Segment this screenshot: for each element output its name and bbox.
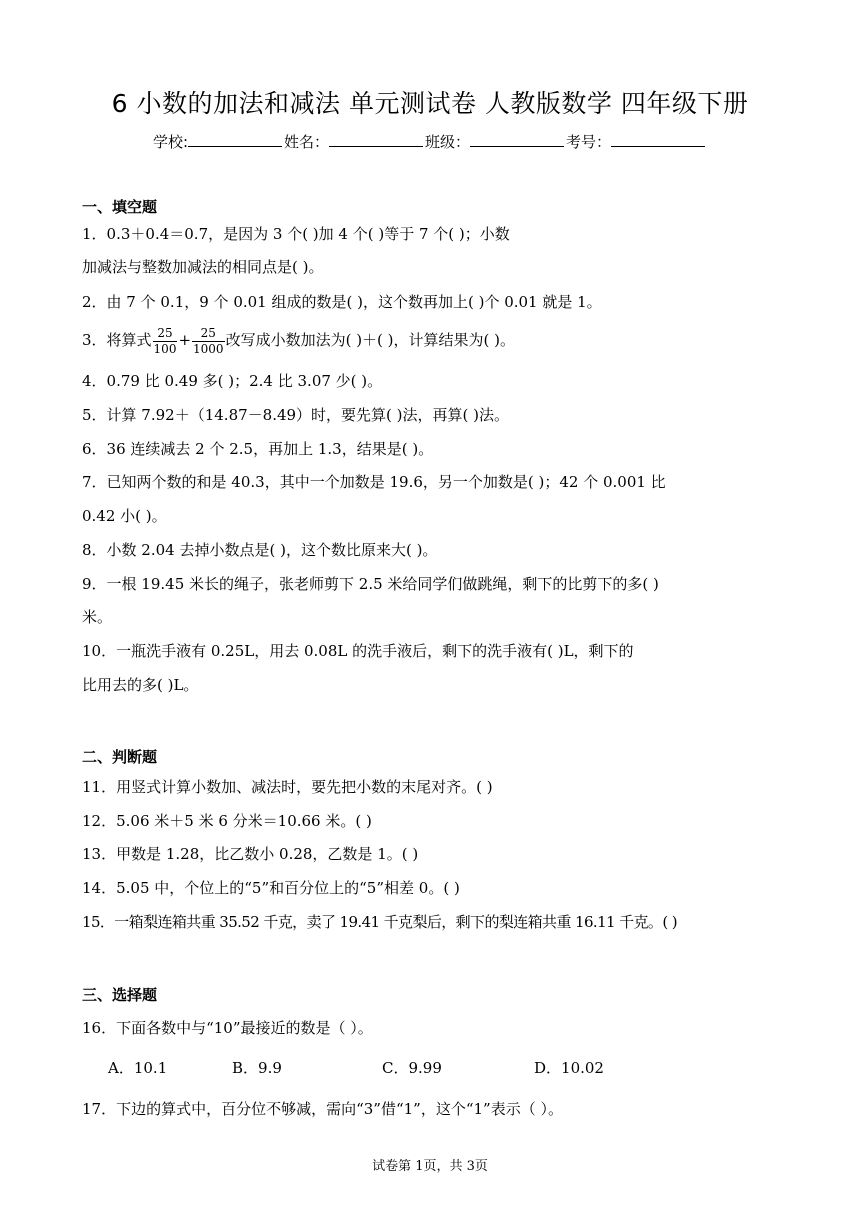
fraction-25-over-100 bbox=[153, 326, 178, 357]
question-1-line-1: 1．0.3＋0.4＝0.7，是因为 3 个( )加 4 个( )等于 7 个( )；小数 bbox=[82, 225, 510, 243]
number-blank[interactable] bbox=[611, 131, 705, 147]
question-10-line-2: 比用去的多( )L。 bbox=[82, 676, 199, 694]
school-label: 学校: bbox=[152, 133, 188, 151]
class-blank[interactable] bbox=[470, 131, 564, 147]
name-blank[interactable] bbox=[329, 131, 423, 147]
section-true-false-heading: 二、判断题 bbox=[82, 748, 158, 766]
plus-sign: + bbox=[178, 331, 192, 349]
option-c: C．9.99 bbox=[382, 1059, 442, 1077]
fraction-denominator: 1000 bbox=[193, 341, 224, 356]
school-blank[interactable] bbox=[188, 131, 282, 147]
option-b: B．9.9 bbox=[232, 1059, 282, 1077]
question-8: 8．小数 2.04 去掉小数点是( )，这个数比原来大( )。 bbox=[82, 541, 438, 559]
question-5: 5．计算 7.92＋（14.87－8.49）时，要先算( )法，再算( )法。 bbox=[82, 406, 509, 424]
fraction-numerator: 25 bbox=[153, 326, 178, 342]
question-14: 14．5.05 中，个位上的“5”和百分位上的“5”相差 0。( ) bbox=[82, 879, 460, 897]
question-4: 4．0.79 比 0.49 多( )；2.4 比 3.07 少( )。 bbox=[82, 372, 383, 390]
option-d: D．10.02 bbox=[534, 1059, 604, 1077]
page-footer: 试卷第 1页，共 3页 bbox=[372, 1159, 488, 1174]
question-7-line-2: 0.42 小( )。 bbox=[82, 507, 167, 525]
question-2: 2．由 7 个 0.1，9 个 0.01 组成的数是( )，这个数再加上( )个 0.01 就是 1。 bbox=[82, 293, 602, 311]
question-9-line-2: 米。 bbox=[82, 608, 113, 626]
question-1-line-2: 加减法与整数加减法的相同点是( )。 bbox=[82, 258, 324, 276]
question-11: 11．用竖式计算小数加、减法时，要先把小数的末尾对齐。( ) bbox=[82, 778, 493, 796]
question-6: 6．36 连续减去 2 个 2.5，再加上 1.3，结果是( )。 bbox=[82, 440, 434, 458]
question-10-line-1: 10．一瓶洗手液有 0.25L，用去 0.08L 的洗手液后，剩下的洗手液有( )L，剩下的 bbox=[82, 642, 634, 660]
fraction-25-over-1000 bbox=[192, 326, 225, 357]
class-label: 班级： bbox=[425, 133, 471, 151]
question-3-prefix: 3．将算式 bbox=[82, 331, 152, 349]
exam-title: 6 小数的加法和减法 单元测试卷 人教版数学 四年级下册 bbox=[111, 89, 749, 118]
question-17: 17．下边的算式中，百分位不够减，需向“3”借“1”，这个“1”表示（ ）。 bbox=[82, 1100, 563, 1118]
question-7-line-1: 7．已知两个数的和是 40.3，其中一个加数是 19.6，另一个加数是( )；42 个 0.001 比 bbox=[82, 473, 666, 491]
fraction-numerator: 25 bbox=[192, 326, 225, 342]
question-13: 13．甲数是 1.28，比乙数小 0.28，乙数是 1。( ) bbox=[82, 845, 419, 863]
name-label: 姓名： bbox=[284, 133, 330, 151]
section-fill-blank-heading: 一、填空题 bbox=[82, 198, 158, 216]
question-16: 16．下面各数中与“10”最接近的数是（ ）。 bbox=[82, 1019, 373, 1037]
question-9-line-1: 9．一根 19.45 米长的绳子，张老师剪下 2.5 米给同学们做跳绳，剩下的比剪下的多( ) bbox=[82, 575, 659, 593]
fraction-denominator: 100 bbox=[153, 341, 177, 356]
question-12: 12．5.06 米＋5 米 6 分米＝10.66 米。( ) bbox=[82, 812, 372, 830]
student-info-line bbox=[0, 131, 860, 153]
number-label: 考号： bbox=[566, 133, 612, 151]
question-15: 15．一箱梨连箱共重 35.52 千克，卖了 19.41 千克梨后，剩下的梨连箱共重 16.11 千克。( ) bbox=[82, 913, 677, 931]
question-3-suffix: 改写成小数加法为( )＋( )，计算结果为( )。 bbox=[225, 331, 515, 349]
option-a: A．10.1 bbox=[108, 1059, 168, 1077]
section-multiple-choice-heading: 三、选择题 bbox=[82, 986, 158, 1004]
question-3 bbox=[82, 322, 782, 358]
